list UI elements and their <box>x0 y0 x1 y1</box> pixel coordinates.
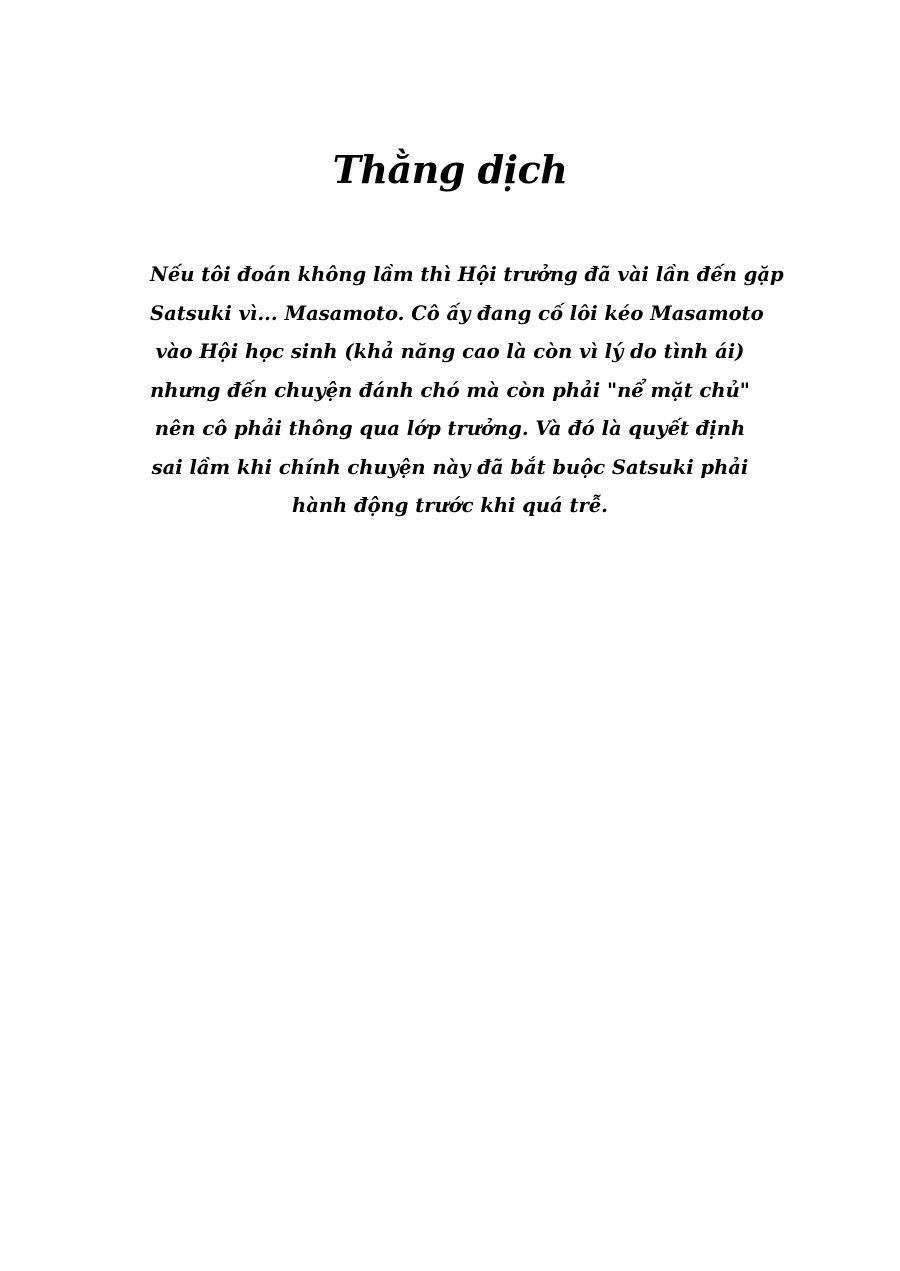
paragraph-line: Nếu tôi đoán không lầm thì Hội trưởng đã vài lần đến gặp <box>150 263 784 286</box>
paragraph-line: nên cô phải thông qua lớp trưởng. Và đó là quyết định <box>154 417 746 440</box>
page-title: Thằng dịch <box>332 147 568 192</box>
body-paragraph <box>150 256 784 526</box>
paragraph-line: sai lầm khi chính chuyện này đã bắt buộc Satsuki phải <box>151 455 749 479</box>
paragraph-line: nhưng đến chuyện đánh chó mà còn phải "nể mặt chủ" <box>150 378 750 402</box>
paragraph-line: Satsuki vì... Masamoto. Cô ấy đang cố lôi kéo Masamoto <box>150 301 764 325</box>
paragraph-line: hành động trước khi quá trễ. <box>292 494 608 517</box>
paragraph-line: vào Hội học sinh (khả năng cao là còn vì lý do tình ái) <box>155 340 745 363</box>
